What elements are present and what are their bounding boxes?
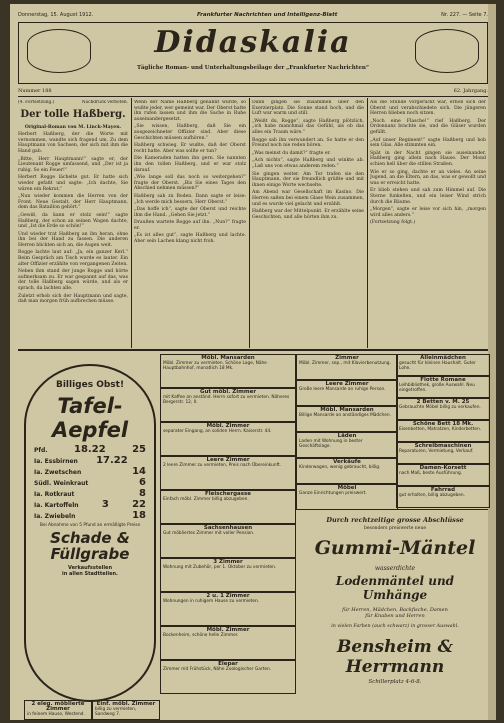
classified-ad [160,660,296,694]
classified-heading: Alleinmädchen [420,355,466,361]
story-column-4 [370,100,486,346]
price-value: 18.22 [74,444,106,455]
price-label: Pfd. [34,447,48,454]
story-paragraph: Die Kameraden hatten ihn gern. Sie nannten ihn den tollen Haßberg, und er war stolz darauf. [134,156,246,173]
fruit-ad-footer-2: in allen Stadtteilen. [62,571,118,577]
classified-text: Reparaturen, Vermietung, Verkauf. [399,449,474,455]
column-rule [249,98,250,348]
classified-heading: Möbl. Mansarden [201,355,255,361]
story-paragraph: Spät in der Nacht gingen sie auseinander. Haßberg ging allein nach Hause. Der Mond schien hell über die stillen Straßen. [370,150,486,167]
classified-text: billig zu vermieten, Sandweg 7. [95,707,137,718]
story-paragraph: „Weißt du, Rogge“, sagte Haßberg plötzlich, „ich habe manchmal das Gefühl, als ob das alles ein Traum wäre.“ [252,118,364,135]
price-label: Ia. Zwiebeln [34,513,76,520]
classified-text: separater Eingang, an soliden Herrn. Kaiserstr. 44. [163,429,272,435]
story-column-2 [134,100,246,346]
story-paragraph: Er blieb stehen und sah zum Himmel auf. Die Sterne funkelten, und ein leiser Wind strich durch die Bäume. [370,188,486,205]
price-value: 3 [101,499,109,510]
raincoat-ad-note: in vielen Farben (auch schwarz) in grosser Auswahl. [331,624,459,629]
classified-text: Bockenheim, schöne helle Zimmer. [163,633,239,639]
story-paragraph: Haßberg schwieg. Er wußte, daß der Oberst recht hatte. Aber was sollte er tun? [134,143,246,154]
fruit-ad-headline: Tafel-Aepfel [51,394,129,442]
classified-heading: Damen-Korsett [419,465,467,471]
classified-heading: 2 Betten v. M. 25 [416,399,470,405]
price-row [34,499,146,510]
story-paragraph: Neben ihm stand der junge Rogge und hörte aufmerksam zu. Er war gespannt auf das, was der tolle Haßberg sagen würde, und als er sprach, da lachten alle. [18,269,128,292]
story-kicker-right: Nachdruck verboten. [81,100,128,105]
story-paragraph: Dann gingen sie zusammen über den Exerzierplatz. Die Sonne stand hoch, und die Luft war warm und still. [252,100,364,117]
header-page: Nr. 227. — Seite 7. [441,11,488,18]
price-label: Südl. Weinkraut [34,480,89,487]
classified-heading: Schöne Bett 18 Mk. [412,421,474,427]
story-column-3 [252,100,364,346]
raincoat-advertisement [302,516,488,716]
masthead [18,22,488,84]
price-value: 8 [139,488,146,499]
header-date: Donnerstag, 15. August 1912. [18,11,94,18]
classified-text: Große leere Mansarde an ruhige Person. [299,387,386,393]
story-paragraph: „Noch eine Flasche!“ rief Haßberg. Der Ordonnanz brachte sie, und die Gläser wurden gefüllt. [370,118,486,135]
classified-ad [24,700,92,720]
classified-heading: Fahrrad [430,487,456,493]
story-paragraph: „Gewiß, da kann er stolz sein!“ sagte Haßberg, der schon an seinen Wagen dachte, und „Ist die Erde so schön!“ [18,212,128,230]
classified-text: Möbl. Zimmer zu vermieten. Schöne Lage, Nähe Hauptbahnhof, monatlich 18 Mk. [163,361,267,372]
masthead-ornament-right [415,29,479,73]
story-paragraph: „Das hoffe ich“, sagte der Oberst und reichte ihm die Hand. „Gehen Sie jetzt.“ [134,207,246,218]
story-paragraph: (Fortsetzung folgt.) [370,220,416,226]
classified-heading: Möbel [337,485,357,491]
classified-ad [160,558,296,592]
classified-heading: Leere Zimmer [206,457,250,463]
issue-year: 62. Jahrgang. [453,88,488,94]
price-label: Ia. Essbirnen [34,458,78,465]
classified-ad [396,464,490,486]
classified-text: gesucht für kleinen Haushalt. Guter Lohn. [399,361,476,372]
story-paragraph: Und wieder trat Haßberg an ihn heran, ohne ihn bei der Hand zu fassen. Die anderen Herren blickten sich an, die Augen weit. [18,231,128,248]
story-paragraph: „Morgen“, sagte er leise vor sich hin, „morgen wird alles anders.“ [370,207,486,218]
masthead-subtitle: Tägliche Roman- und Unterhaltungsbeilage der „Frankfurter Nachrichten“ [137,65,369,71]
raincoat-ad-headline: Gummi-Mäntel [314,537,476,559]
classified-heading: Einf. möbl. Zimmer [96,701,156,707]
classified-text: nach Maß, beste Ausführung. [399,471,463,477]
story-paragraph: Herbert Haßberg, der die Worte mit vernommen, wandte sich fragend um. Zu dem Hauptmann von Sachsen, der sich mit ihm die Hand gab. [18,132,128,154]
classified-heading: Möbl. Zimmer [206,627,250,633]
story-paragraph: Haßberg war der Mittelpunkt. Er erzählte seine Geschichten, und alle hörten ihm zu. [252,209,364,220]
price-label: Ia. Kartoffeln [34,502,79,509]
raincoat-ad-loden: Lodenmäntel und Umhänge [335,574,455,602]
price-row [34,477,146,488]
classified-heading: 2 u. 1 Zimmer [206,593,250,599]
issue-info [18,88,488,97]
classified-heading: Fleischergasse [204,491,252,497]
fruit-ad-title: Billiges Obst! [55,380,125,390]
classified-ad [160,524,296,558]
classified-ad [160,388,296,422]
classified-text: Möbl. Zimmer, sep., mit Klavierbenutzung. [299,361,391,367]
story-paragraph: „Auf unser Regiment!“ sagte Haßberg und hob sein Glas. Alle stimmten ein. [370,137,486,149]
story-text [252,100,364,220]
classified-text: Gebrauchte Möbel billig zu verkaufen. [399,405,481,411]
price-row [34,488,146,499]
classified-ad [396,486,490,508]
classified-text: Gut möbliertes Zimmer mit voller Pension. [163,531,255,537]
raincoat-ad-address: Schillerplatz 4-6-8. [368,679,422,685]
classified-text: Zimmer mit Frühstück, Nähe Zoologischer Garten. [163,667,272,673]
price-row [34,455,146,466]
classified-heading: Läden [337,433,357,439]
raincoat-ad-for-2: für Knaben und Herren [365,613,425,619]
classified-heading: Sachsenhausen [203,525,253,531]
classified-ad [396,420,490,442]
column-rule [131,98,132,348]
story-text [18,132,128,305]
story-paragraph: Rogge lachte laut auf: „Ja, ein ganzer Kerl.“ Beim Gespräch am Tisch wurde es lauter. Ein alter Offizier erzählte von vergangenen Zeiten. [18,250,128,267]
price-row [34,466,146,477]
classified-heading: Möbl. Mansarden [320,407,374,413]
classified-ad [160,626,296,660]
classified-text: in feinem Hause, Westend. [27,712,85,718]
price-label: Ia. Zwetschen [34,469,82,476]
story-paragraph: „Bitte, Herr Hauptmann!“ sagte er, der Lieutenant Rogge umfassend, und „Der ist ja ruhig. So ein Feuer!“ [18,156,128,173]
classified-ad [396,442,490,464]
newspaper-page [10,4,496,720]
column-rule [367,98,368,348]
price-value: 25 [132,444,146,455]
price-value: 18 [132,510,146,521]
classified-text: Wohnung mit Zubehör, per 1. Oktober zu vermieten. [163,565,277,571]
masthead-title: Didaskalia [154,25,352,60]
classified-heading: Schreibmaschinen [414,443,472,449]
classified-ad [296,380,398,406]
price-row [34,444,146,455]
classified-ad [296,406,398,432]
story-paragraph: Wenn der Name Haßberg genannt wurde, so wußte jeder, wer gemeint war. Der Oberst hatte ihn rufen lassen und ihm die Sache in Ruhe auseinandergesetzt. [134,100,246,122]
classified-ad [92,700,160,720]
story-paragraph: Am Abend war Gesellschaft im Kasino. Die Herren saßen bei einem Glase Wein zusammen, und es wurde viel gelacht und erzählt. [252,190,364,207]
classified-text: 2 leere Zimmer zu vermieten, Preis nach Übereinkunft. [163,463,282,469]
section-divider [18,349,488,351]
classified-ad [296,458,398,484]
classified-text: Kinderwagen, wenig gebraucht, billig. [299,465,381,471]
story-title: Der tolle Haßberg. [20,108,126,120]
story-paragraph: Zuletzt erhob sich der Hauptmann und sagte, daß man morgen früh aufbrechen müsse. [18,293,128,305]
classified-text: gut erhalten, billig abzugeben. [399,493,465,499]
raincoat-ad-sub: besonders preiswerte neue [363,526,427,531]
story-kicker: (4. Fortsetzung.) [18,100,55,105]
fruit-ad-note: Bei Abnahme von 5 Pfund an ermäßigte Preise [39,523,141,528]
raincoat-ad-top: Durch rechtzeitige grosse Abschlüsse [326,516,464,524]
raincoat-ad-for-1: für Herren, Mädchen, Backfische, Damen [342,607,448,613]
classified-heading: Flotte Romane [420,377,466,383]
fruit-ad-brand: Schade & Füllgrabe [50,529,130,563]
price-value: 6 [139,477,146,488]
price-row [34,510,146,521]
classified-heading: Leere Zimmer [325,381,369,387]
story-paragraph: Haßberg sah zu Boden. Dann sagte er leise: „Ich werde mich bessern, Herr Oberst.“ [134,193,246,205]
raincoat-ad-waterproof: wasserdichte [374,565,416,572]
story-byline: Original-Roman von M. Linck-Mayen. [24,124,122,130]
story-paragraph: Rogge sah ihn verwundert an. So hatte er den Freund noch nie reden hören. [252,137,364,149]
story-text [134,100,246,245]
story-paragraph: „Es ist alles gut“, sagte Haßberg und lachte. Aber sein Lachen klang nicht froh. [134,233,246,245]
ad-divider [302,509,488,510]
classified-text: Ganze Einrichtungen preiswert. [299,491,367,497]
classified-heading: Gut möbl. Zimmer [199,389,257,395]
classified-text: Leihbibliothek, große Auswahl. Neu eingetroffen. [399,383,475,394]
classified-heading: Elepar [218,661,238,667]
price-label: Ia. Rotkraut [34,491,75,498]
story-paragraph: „Ach nichts“, sagte Haßberg und winkte ab. „Laß uns von etwas anderem reden.“ [252,158,364,169]
story-paragraph: „Sie wissen, Haßberg, daß Sie ein ausgezeichneter Offizier sind. Aber diese Geschichten müssen aufhören.“ [134,124,246,141]
classified-ad [296,432,398,458]
classified-ad [396,376,490,398]
classified-ad [160,490,296,524]
issue-number: Nummer 188 [18,88,52,94]
running-header [18,10,488,19]
story-column-1 [18,100,128,346]
classified-ad [296,354,398,380]
classified-heading: 3 Zimmer [213,559,243,565]
price-value: 17.22 [96,455,128,466]
classified-ad [396,354,490,376]
classified-heading: Verkäufe [333,459,361,465]
fruit-ad-footer-1: Verkaufsstellen [68,565,112,571]
story-paragraph: Draußen wartete Rogge auf ihn. „Nun?“ fragte er. [134,220,246,231]
classified-ad [160,456,296,490]
classified-text: Billige Mansarde an anständiges Mädchen. [299,413,391,419]
classified-heading: Möbl. Zimmer [206,423,250,429]
classified-ad [396,398,490,420]
classified-ad [160,422,296,456]
story-paragraph: „Nun wieder kommen die Herren von der Front. Neue Gestalt, der Herr Hauptmann, dem das Bataillon gehört.“ [18,194,128,211]
price-value: 22 [132,499,146,510]
classified-text: mit Kaffee an anständ. Herrn sofort zu vermieten. Näheres Bergerstr. 12, II. [163,395,290,406]
raincoat-ad-firm: Bensheim & Herrmann [336,637,453,677]
classified-ad [296,484,398,510]
story-paragraph: „Was meinst du damit?“ fragte er. [252,150,331,156]
classified-heading: Zimmer [335,355,359,361]
price-list [26,444,154,521]
header-paper: Frankfurter Nachrichten und Intelligenz-Blatt [197,11,338,18]
classified-text: Eisenbetten, Matratzen, Kinderbetten. [399,427,482,433]
classified-ad [160,592,296,626]
classified-text: Einfach möbl. Zimmer billig abzugeben. [163,497,249,503]
fruit-advertisement [24,364,156,702]
story-paragraph: Sie gingen weiter. Am Tor trafen sie den Hauptmann, der sie freundlich grüßte und mit ihnen einige Worte wechselte. [252,171,364,188]
story-paragraph: „Wie lange soll das noch so weitergehen?“ fragte der Oberst. „Bis Sie eines Tages den Abschied nehmen müssen?“ [134,175,246,192]
price-value: 14 [132,466,146,477]
classified-heading: 2 eleg. möblierte Zimmer [31,701,85,713]
story-paragraph: Herbert Rogge lächelte gut. Er hatte sich wieder gefaßt und sagte: „Ich dachte, Sie wären ein Rekrut.“ [18,175,128,192]
story-paragraph: Als die Stunde vorgerückt war, erhob sich der Oberst und verabschiedete sich. Die jüngeren Herren blieben noch sitzen. [370,100,486,117]
masthead-ornament-left [27,29,91,73]
classified-text: Wohnungen in ruhigem Hause zu vermieten. [163,599,260,605]
story-paragraph: Wie er so ging, dachte er an vieles. An seine Jugend, an die Eltern, an das, was er gewollt und was er erreicht hatte. [370,169,486,186]
classified-ad [160,354,296,388]
classified-text: Laden mit Wohnung in bester Geschäftslage. [299,439,363,450]
story-text [370,100,486,226]
